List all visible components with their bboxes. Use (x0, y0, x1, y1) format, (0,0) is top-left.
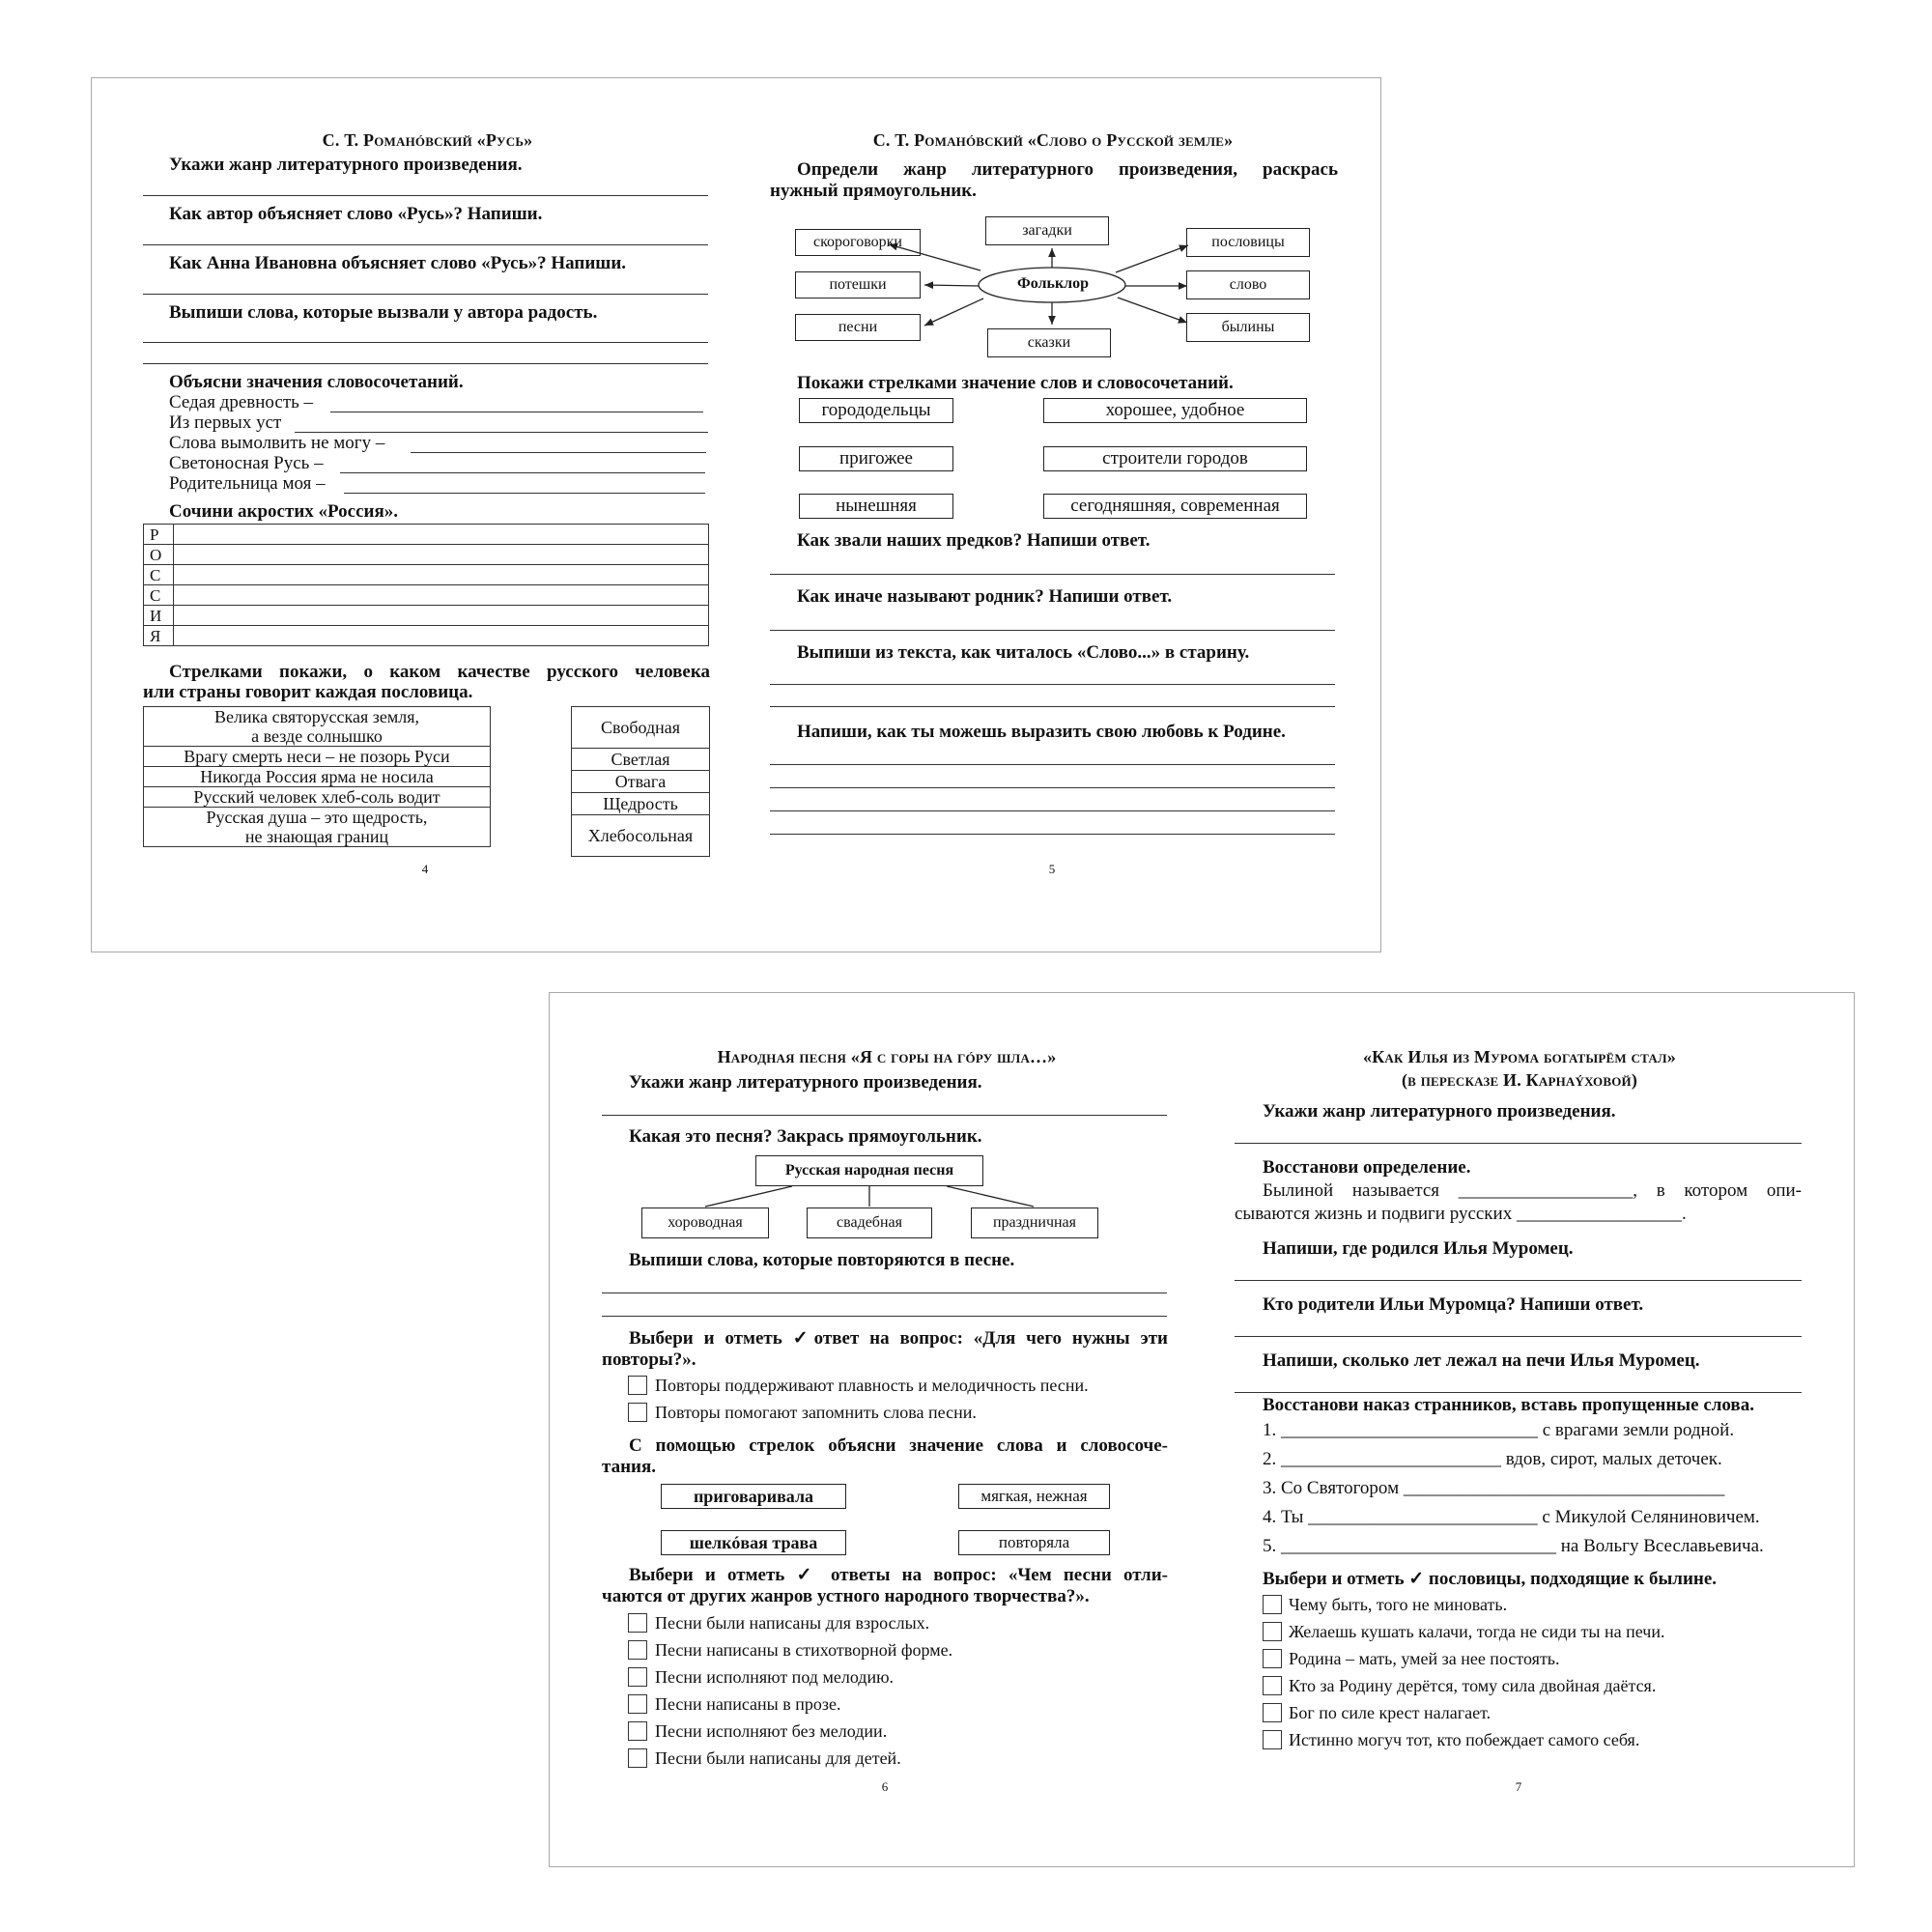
quality-text: Отвага (572, 771, 710, 793)
page-number: 5 (1048, 862, 1056, 876)
page6-q5-line1: С помощью стрелок объясни значение слова и словосоче- (629, 1435, 1168, 1456)
option-text: Повторы помогают запомнить слова песни. (655, 1403, 977, 1422)
page7-title: «Как Илья из Мурома богатырём стал» (1362, 1047, 1676, 1066)
quality-row[interactable] (572, 771, 710, 793)
genre-box[interactable]: потешки (795, 271, 921, 298)
page6-title: Народная песня «Я с горы на гóру шла…» (717, 1047, 1057, 1066)
page7-q5: Напиши, сколько лет лежал на печи Илья Муромец. (1263, 1350, 1700, 1371)
answer-line[interactable] (770, 764, 1335, 765)
acrostic-letter: О (144, 545, 174, 565)
genre-box[interactable]: скороговорки (795, 229, 921, 256)
acrostic-letter: Я (144, 626, 174, 646)
page6-q3: Выпиши слова, которые повторяются в песне. (629, 1250, 1015, 1270)
proverbs-table (143, 706, 491, 847)
answer-line[interactable] (1235, 1143, 1802, 1144)
option-text: Повторы поддерживают плавность и мелодичность песни. (655, 1376, 1089, 1395)
page6-q1: Укажи жанр литературного произведения. (629, 1072, 982, 1093)
page4-q2: Как автор объясняет слово «Русь»? Напиши. (169, 204, 543, 224)
word-box[interactable]: пригожее (799, 446, 953, 471)
instruction-item[interactable]: 2. ________________________ вдов, сирот, малых деточек. (1263, 1449, 1722, 1469)
page7-q2: Восстанови определение. (1263, 1157, 1471, 1178)
page6-q2: Какая это песня? Закрась прямоугольник. (629, 1126, 982, 1147)
quality-row[interactable] (572, 815, 710, 857)
phrase-item: Светоносная Русь – (169, 453, 324, 473)
proverb-text: Никогда Россия ярма не носила (200, 767, 434, 786)
checkbox[interactable] (628, 1376, 647, 1395)
folklore-center-label: Фольклор (1016, 275, 1090, 292)
page4-q6: Сочини акростих «Россия». (169, 501, 398, 522)
page7-q4: Кто родители Ильи Муромца? Напиши ответ. (1263, 1294, 1644, 1315)
answer-line[interactable] (411, 452, 706, 453)
proverb-text: а везде солнышко (251, 726, 383, 746)
page-number: 7 (1515, 1779, 1522, 1794)
page4-q4: Выпиши слова, которые вызвали у автора радость. (169, 302, 598, 323)
quality-text: Щедрость (572, 793, 710, 815)
acrostic-row[interactable] (144, 585, 709, 606)
acrostic-row[interactable] (144, 606, 709, 626)
genre-box[interactable]: былины (1186, 313, 1310, 342)
option-text: Песни исполняют без мелодии. (655, 1721, 888, 1741)
checkbox[interactable] (628, 1640, 647, 1660)
checkbox[interactable] (1263, 1703, 1282, 1722)
option-text: Песни были написаны для детей. (655, 1748, 901, 1768)
page-number: 6 (881, 1779, 889, 1794)
checkbox[interactable] (628, 1694, 647, 1714)
proverb-text: не знающая границ (244, 827, 389, 846)
acrostic-row[interactable] (144, 545, 709, 565)
phrase-item: Из первых уст (169, 412, 282, 433)
acrostic-row[interactable] (144, 565, 709, 585)
answer-line[interactable] (770, 684, 1335, 685)
song-type-box[interactable]: свадебная (807, 1208, 932, 1238)
page-number: 4 (421, 862, 429, 876)
answer-line[interactable] (770, 706, 1335, 707)
page5-q5: Выпиши из текста, как читалось «Слово...» в старину. (797, 642, 1250, 663)
quality-text: Свободная (572, 707, 710, 749)
answer-line[interactable] (1235, 1280, 1802, 1281)
page6-q6-line1: Выбери и отметь ✓ ответы на вопрос: «Чем песни отли- (629, 1565, 1168, 1585)
word-box[interactable]: шелкóвая трава (661, 1530, 846, 1555)
answer-line[interactable] (770, 810, 1335, 811)
page5-q3: Как звали наших предков? Напиши ответ. (797, 530, 1151, 551)
option-text: Чему быть, того не миновать. (1289, 1595, 1508, 1614)
page7-q7: Выбери и отметь ✓ пословицы, подходящие к былине. (1263, 1569, 1718, 1589)
diagram-arrow (1116, 245, 1188, 272)
checkbox[interactable] (1263, 1730, 1282, 1749)
checkbox[interactable] (628, 1613, 647, 1633)
answer-line[interactable] (143, 244, 708, 245)
page5-q6: Напиши, как ты можешь выразить свою любовь к Родине. (797, 722, 1286, 742)
quality-text: Хлебосольная (572, 815, 710, 857)
phrase-item: Слова вымолвить не могу – (169, 433, 385, 453)
page4-q5: Объясни значения словосочетаний. (169, 372, 464, 392)
word-box[interactable]: нынешняя (799, 494, 953, 519)
answer-line[interactable] (143, 363, 708, 364)
proverb-text: Русская душа – это щедрость, (206, 808, 428, 827)
song-type-box[interactable]: праздничная (971, 1208, 1098, 1238)
phrase-item: Седая древность – (169, 392, 314, 412)
page4-q7-line2: или страны говорит каждая пословица. (143, 682, 473, 702)
option-text: Бог по силе крест налагает. (1289, 1703, 1492, 1722)
checkbox[interactable] (628, 1667, 647, 1687)
page7-q6: Восстанови наказ странников, вставь пропущенные слова. (1263, 1395, 1754, 1415)
proverb-text: Велика святорусская земля, (214, 707, 419, 726)
instruction-item[interactable]: 4. Ты _________________________ с Микулой Селяниновичем. (1263, 1507, 1760, 1527)
genre-box[interactable]: слово (1186, 270, 1310, 299)
checkbox[interactable] (1263, 1622, 1282, 1641)
acrostic-letter: И (144, 606, 174, 626)
song-root-box[interactable]: Русская народная песня (755, 1155, 983, 1186)
page6-q5-line2: тания. (602, 1457, 656, 1477)
acrostic-letter: С (144, 585, 174, 606)
acrostic-grid (143, 524, 709, 646)
diagram-arrow (924, 285, 979, 286)
answer-line[interactable] (1235, 1392, 1802, 1393)
page5-title: С. Т. Романóвский «Слово о Русской земле» (872, 130, 1234, 150)
page5-q2: Покажи стрелками значение слов и словосочетаний. (797, 373, 1234, 393)
page6-q4-line2: повторы?». (602, 1350, 696, 1370)
genre-box[interactable]: загадки (985, 216, 1109, 245)
answer-line[interactable] (143, 342, 708, 343)
checkbox[interactable] (1263, 1595, 1282, 1614)
page5-q1-line2: нужный прямоугольник. (770, 181, 977, 201)
page5-q1-line1: Определи жанр литературного произведения, раскрась (797, 159, 1338, 180)
diagram-arrow (1118, 298, 1187, 323)
instruction-item[interactable]: 1. ____________________________ с врагами земли родной. (1263, 1420, 1735, 1440)
answer-line[interactable] (340, 472, 705, 473)
page4-q3: Как Анна Ивановна объясняет слово «Русь»? Напиши. (169, 253, 627, 273)
proverb-row[interactable] (144, 787, 491, 808)
page7-q1: Укажи жанр литературного произведения. (1263, 1101, 1616, 1122)
option-text: Песни были написаны для взрослых. (655, 1613, 930, 1633)
quality-row[interactable] (572, 707, 710, 749)
checkbox[interactable] (628, 1403, 647, 1422)
option-text: Песни исполняют под мелодию. (655, 1667, 895, 1687)
word-box[interactable]: горододельцы (799, 398, 953, 423)
checkbox[interactable] (628, 1748, 647, 1768)
definition-line1: Былиной называется ___________________, в котором опи- (1263, 1180, 1802, 1201)
option-text: Песни написаны в стихотворной форме. (655, 1640, 953, 1660)
genre-box[interactable]: пословицы (1186, 228, 1310, 257)
quality-row[interactable] (572, 749, 710, 771)
page6-q6-line2: чаются от других жанров устного народного творчества?». (602, 1586, 1090, 1606)
option-text: Песни написаны в прозе. (655, 1694, 841, 1714)
proverb-text: Русский человек хлеб-соль водит (193, 787, 440, 807)
page5-q4: Как иначе называют родник? Напиши ответ. (797, 586, 1173, 607)
quality-text: Светлая (572, 749, 710, 771)
meaning-box[interactable]: мягкая, нежная (958, 1484, 1110, 1509)
proverb-row[interactable] (144, 747, 491, 767)
definition-line2: сываются жизнь и подвиги русских __________________. (1235, 1204, 1687, 1224)
checkbox[interactable] (1263, 1649, 1282, 1668)
answer-line[interactable] (770, 787, 1335, 788)
acrostic-letter: Р (144, 525, 174, 545)
genre-box[interactable]: песни (795, 314, 921, 341)
diagram-arrow (924, 298, 983, 326)
answer-line[interactable] (770, 574, 1335, 575)
proverb-row[interactable] (144, 808, 491, 847)
meaning-box[interactable]: повторяла (958, 1530, 1110, 1555)
answer-line[interactable] (1235, 1336, 1802, 1337)
checkbox[interactable] (1263, 1676, 1282, 1695)
word-box[interactable]: приговаривала (661, 1484, 846, 1509)
answer-line[interactable] (143, 294, 708, 295)
qualities-table (571, 706, 710, 857)
page7-q3: Напиши, где родился Илья Муромец. (1263, 1238, 1574, 1259)
checkbox[interactable] (628, 1721, 647, 1741)
answer-line[interactable] (770, 630, 1335, 631)
page7-subtitle: (в пересказе И. Карнаýховой) (1401, 1070, 1638, 1090)
answer-line[interactable] (770, 834, 1335, 835)
proverb-text: Врагу смерть неси – не позорь Руси (184, 747, 450, 766)
answer-line[interactable] (602, 1316, 1167, 1317)
instruction-item[interactable]: 3. Со Святогором ___________________________________ (1263, 1478, 1725, 1498)
answer-line[interactable] (602, 1115, 1167, 1116)
meaning-box[interactable]: строители городов (1043, 446, 1307, 471)
option-text: Истинно могуч тот, кто побеждает самого себя. (1289, 1730, 1640, 1749)
song-type-box[interactable]: хороводная (641, 1208, 769, 1238)
proverb-row[interactable] (144, 767, 491, 787)
option-text: Желаешь кушать калачи, тогда не сиди ты на печи. (1289, 1622, 1665, 1641)
answer-line[interactable] (143, 195, 708, 196)
proverb-row[interactable] (144, 707, 491, 747)
acrostic-letter: С (144, 565, 174, 585)
meaning-box[interactable]: хорошее, удобное (1043, 398, 1307, 423)
acrostic-row[interactable] (144, 626, 709, 646)
page6-q4-line1: Выбери и отметь ✓ответ на вопрос: «Для чего нужны эти (629, 1328, 1168, 1349)
option-text: Родина – мать, умей за нее постоять. (1289, 1649, 1560, 1668)
answer-line[interactable] (344, 493, 705, 494)
instruction-item[interactable]: 5. ______________________________ на Вольгу Всеславьевича. (1263, 1536, 1764, 1556)
acrostic-row[interactable] (144, 525, 709, 545)
page4-q1: Укажи жанр литературного произведения. (169, 155, 523, 175)
meaning-box[interactable]: сегодняшняя, современная (1043, 494, 1307, 519)
page4-title: С. Т. Романóвский «Русь» (322, 130, 533, 150)
genre-box[interactable]: сказки (987, 328, 1111, 357)
quality-row[interactable] (572, 793, 710, 815)
phrase-item: Родительница моя – (169, 473, 326, 494)
page4-q7-line1: Стрелками покажи, о каком качестве русского человека (169, 662, 710, 682)
option-text: Кто за Родину дерётся, тому сила двойная даётся. (1289, 1676, 1657, 1695)
